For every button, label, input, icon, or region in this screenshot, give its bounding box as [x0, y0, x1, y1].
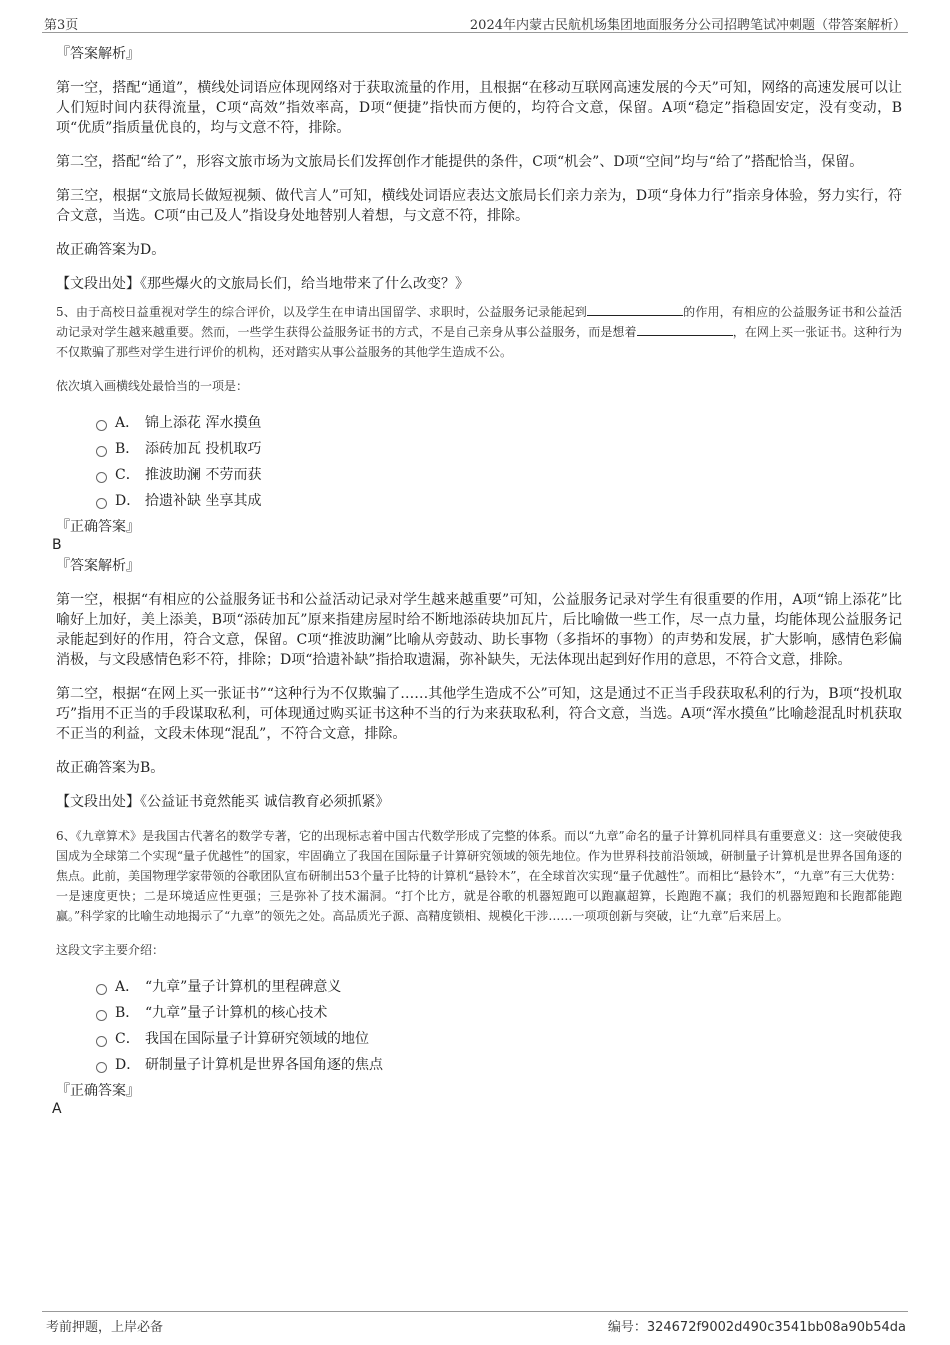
option-text: 锦上添花 浑水摸鱼: [145, 415, 262, 431]
q6-answer-label: 『正确答案』: [56, 1083, 140, 1099]
q5-stem-part: 的作用，有相应的公益服务证书和公益活动记录对学生越来越重要。然而，一些学生获得公益服务证书的方式，不是自己亲身从事公益服务，而是想着: [56, 305, 902, 339]
option-text: “九章”量子计算机的核心技术: [145, 1005, 328, 1021]
code-label: 编号：: [607, 1320, 647, 1335]
q5-stem-part: ，在网上买一张证书。这种行为不仅欺骗了那些对学生进行评价的机构，还对踏实从事公益服务的其他学生造成不公。: [56, 325, 902, 359]
q5-conclusion: 故正确答案为B。: [56, 760, 165, 776]
option-text: 研制量子计算机是世界各国角逐的焦点: [145, 1057, 383, 1073]
page-content: [52, 44, 902, 1120]
page-header: [42, 12, 908, 33]
option-text: 推波助澜 不劳而获: [145, 467, 262, 483]
q5-stem-part: 5、由于高校日益重视对学生的综合评价，以及学生在申请出国留学、求职时，公益服务记录能起到: [56, 305, 587, 319]
q5-analysis-paragraph: 第二空，根据“在网上买一张证书”“这种行为不仅欺骗了……其他学生造成不公”可知，这是通过不正当手段获取私利的行为，B项“投机取巧”指用不正当的手段谋取私利，可体现通过购买证书这种不当的行为来获取私利，符合文意，当选。A项“浑水摸鱼”比喻趁混乱时机获取不正当的利益，文段未体现“混乱”，不符合文意，排除。: [56, 686, 902, 742]
radio-icon[interactable]: [96, 1036, 107, 1047]
q5-option-d[interactable]: [96, 488, 902, 514]
radio-icon[interactable]: [96, 472, 107, 483]
q6-option-d[interactable]: [96, 1052, 902, 1078]
q5-options: [96, 410, 902, 514]
q5-analysis-paragraph: 第一空，根据“有相应的公益服务证书和公益活动记录对学生越来越重要”可知，公益服务记录对学生有很重要的作用，A项“锦上添花”比喻好上加好，美上添美，B项“添砖加瓦”原来指建房屋时给不断地添砖块加瓦片，后比喻做一些工作，尽一点力量，均能体现公益服务记录能起到好的作用，符合文意，保留。C项“推波助澜”比喻从旁鼓动、助长事物（多指坏的事物）的声势和发展，扩大影响，感情色彩偏消极，与文段感情色彩不符，排除；D项“拾遗补缺”指拾取遗漏，弥补缺失，无法体现出起到好作用的意思，不符合文意，排除。: [56, 592, 902, 668]
code-value: 324672f9002d490c3541bb08a90b54da: [646, 1320, 906, 1335]
q4-analysis-label: 『答案解析』: [56, 46, 140, 62]
q6-answer: A: [52, 1101, 62, 1117]
q6-option-b[interactable]: [96, 1000, 902, 1026]
radio-icon[interactable]: [96, 984, 107, 995]
q6-options: [96, 974, 902, 1078]
radio-icon[interactable]: [96, 420, 107, 431]
q5-option-b[interactable]: [96, 436, 902, 462]
q5-option-c[interactable]: [96, 462, 902, 488]
fill-blank: [637, 323, 733, 336]
radio-icon[interactable]: [96, 498, 107, 509]
footer-slogan: 考前押题，上岸必备: [46, 1320, 164, 1335]
option-text: 添砖加瓦 投机取巧: [145, 441, 262, 457]
option-letter: D．: [115, 493, 141, 509]
q5-stem: [56, 302, 902, 362]
q4-analysis-paragraph: 第二空，搭配“给了”，形容文旅市场为文旅局长们发挥创作才能提供的条件，C项“机会”、D项“空间”均与“给了”搭配恰当，保留。: [56, 154, 864, 170]
option-letter: B．: [115, 441, 140, 457]
q5-prompt: 依次填入画横线处最恰当的一项是：: [56, 379, 249, 393]
q5-analysis-label: 『答案解析』: [56, 558, 140, 574]
radio-icon[interactable]: [96, 1062, 107, 1073]
q5-answer: B: [52, 537, 62, 553]
q6-stem: 6、《九章算术》是我国古代著名的数学专著，它的出现标志着中国古代数学形成了完整的体系。而以“九章”命名的量子计算机同样具有重要意义：这一突破使我国成为全球第二个实现“量子优越性”的国家，牢固确立了我国在国际量子计算研究领域的领先地位。作为世界科技前沿领域，研制量子计算机是世界各国角逐的焦点。此前，美国物理学家带领的谷歌团队宣布研制出53个量子比特的计算机“悬铃木”，在全球首次实现“量子优越性”。而相比“悬铃木”，“九章”有三大优势：一是速度更快；二是环境适应性更强；三是弥补了技术漏洞。“打个比方，就是谷歌的机器短跑可以跑赢超算，长跑跑不赢；我们的机器短跑和长跑都能跑赢。”科学家的比喻生动地揭示了“九章”的领先之处。高品质光子源、高精度锁相、规模化干涉……一项项创新与突破，让“九章”后来居上。: [56, 829, 902, 923]
q4-conclusion: 故正确答案为D。: [56, 242, 166, 258]
page-number: 第3页: [44, 18, 79, 33]
q4-analysis-paragraph: 第一空，搭配“通道”，横线处词语应体现网络对于获取流量的作用，且根据“在移动互联网高速发展的今天”可知，网络的高速发展可以让人们短时间内获得流量，C项“高效”指效率高，D项“便捷”指快而方便的，均符合文意，保留。A项“稳定”指稳固安定，没有变动，B项“优质”指质量优良的，均与文意不符，排除。: [56, 80, 902, 136]
q5-answer-label: 『正确答案』: [56, 519, 140, 535]
q4-source: 【文段出处】《那些爆火的文旅局长们，给当地带来了什么改变？》: [56, 276, 469, 292]
option-text: 拾遗补缺 坐享其成: [145, 493, 262, 509]
option-letter: C．: [115, 1031, 140, 1047]
q6-option-c[interactable]: [96, 1026, 902, 1052]
radio-icon[interactable]: [96, 446, 107, 457]
q4-analysis-paragraph: 第三空，根据“文旅局长做短视频、做代言人”可知，横线处词语应表达文旅局长们亲力亲为，D项“身体力行”指亲身体验，努力实行，符合文意，当选。C项“由己及人”指设身处地替别人着想，与文意不符，排除。: [56, 188, 902, 224]
document-title: 2024年内蒙古民航机场集团地面服务分公司招聘笔试冲刺题（带答案解析）: [469, 18, 906, 33]
fill-blank: [587, 303, 683, 316]
option-letter: D．: [115, 1057, 141, 1073]
option-text: 我国在国际量子计算研究领域的地位: [145, 1031, 369, 1047]
page-footer: [42, 1311, 908, 1338]
q5-source: 【文段出处】《公益证书竟然能买 诚信教育必须抓紧》: [56, 794, 390, 810]
q5-option-a[interactable]: [96, 410, 902, 436]
q6-option-a[interactable]: [96, 974, 902, 1000]
q6-prompt: 这段文字主要介绍：: [56, 943, 165, 957]
option-letter: B．: [115, 1005, 140, 1021]
option-text: “九章”量子计算机的里程碑意义: [145, 979, 342, 995]
option-letter: A．: [115, 415, 140, 431]
document-code: [608, 1316, 906, 1335]
option-letter: C．: [115, 467, 140, 483]
option-letter: A．: [115, 979, 140, 995]
radio-icon[interactable]: [96, 1010, 107, 1021]
